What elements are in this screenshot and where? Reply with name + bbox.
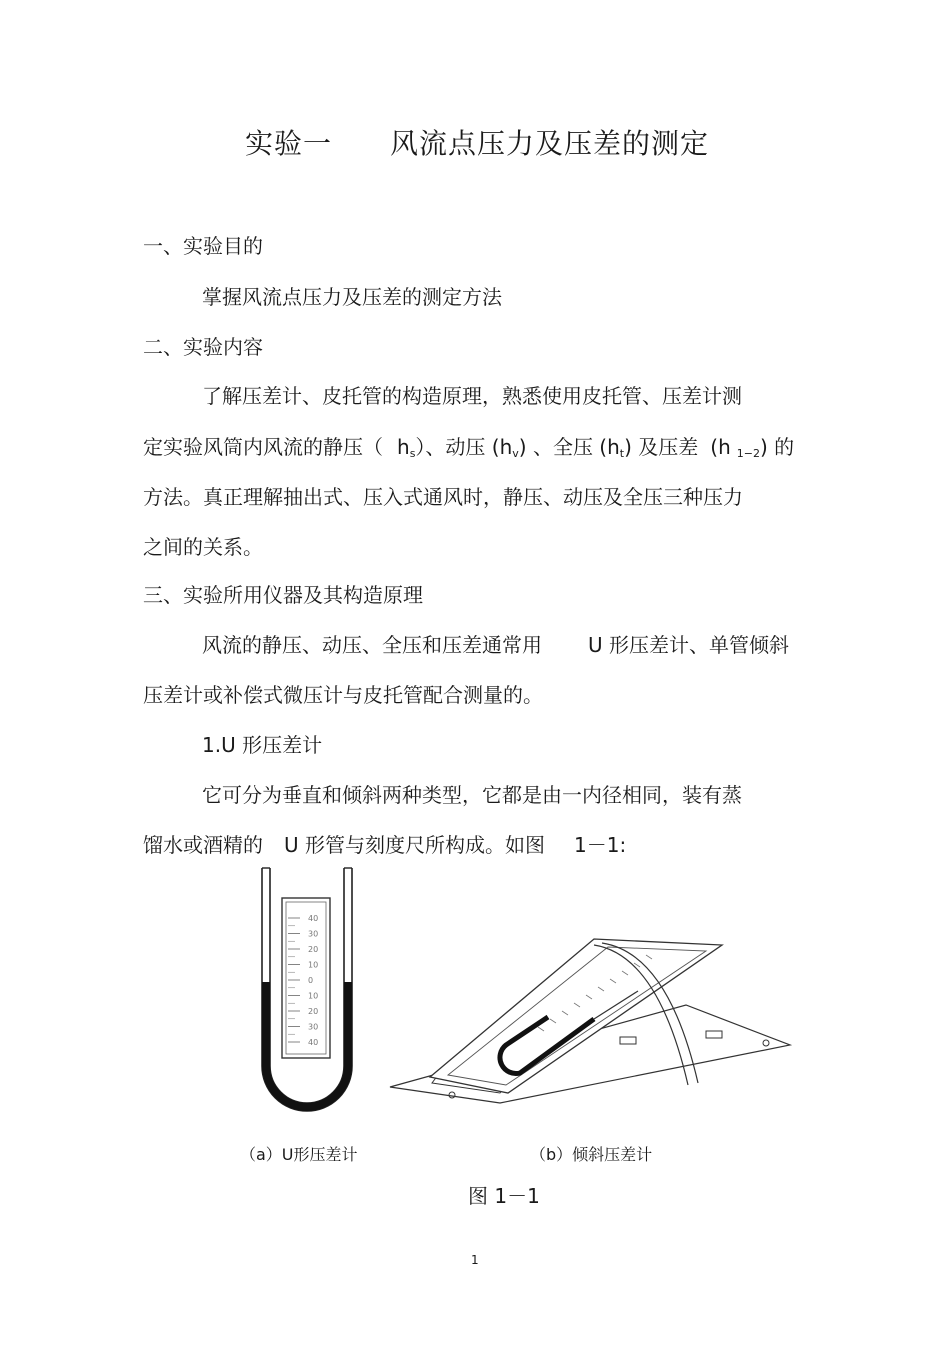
section-1-text: 掌握风流点压力及压差的测定方法 (202, 285, 502, 309)
hs-symbol: h (397, 435, 410, 459)
page-title-part2: 风流点压力及压差的测定 (390, 127, 710, 160)
line2-d: ) 及压差 (624, 435, 699, 459)
figure-caption-a: （a）U形压差计 (240, 1145, 358, 1164)
section-3-line1a: 风流的静压、动压、全压和压差通常用 (202, 633, 542, 657)
scale-tick-label: 20 (308, 1007, 319, 1016)
section-2-line3: 方法。真正理解抽出式、压入式通风时，静压、动压及全压三种压力 (143, 485, 743, 509)
scale-tick-label: 0 (308, 976, 314, 985)
section-2-line2 (143, 431, 794, 460)
scale-tick-label: 10 (308, 960, 319, 970)
hs-subscript: s (409, 447, 416, 460)
scale-tick-label: 40 (308, 914, 319, 923)
figure-caption: 图 1－1 (468, 1184, 540, 1208)
section-3-subheading: 1.U 形压差计 (202, 733, 323, 757)
page-number: 1 (471, 1253, 479, 1267)
scale-tick-label: 30 (308, 929, 319, 939)
inclined-manometer-figure (388, 935, 793, 1110)
line2-f: ) 的 (759, 435, 795, 459)
section-3-heading: 三、实验所用仪器及其构造原理 (143, 583, 423, 607)
section-2-line4: 之间的关系。 (143, 535, 263, 559)
section-2-heading: 二、实验内容 (143, 335, 263, 359)
scale-tick-label: 40 (308, 1038, 319, 1047)
line2-b: ）、动压 (h (415, 435, 513, 459)
page-title-part1: 实验一 (245, 127, 333, 160)
hv-subscript: v (512, 447, 519, 460)
scale-tick-label: 30 (308, 1022, 319, 1032)
line2-a: 定实验风筒内风流的静压（ (143, 435, 383, 459)
scale-tick-label: 20 (308, 945, 319, 954)
section-3-line1b: U 形压差计、单管倾斜 (588, 633, 789, 657)
section-1-heading: 一、实验目的 (143, 234, 263, 258)
section-3-line4c: 1－1: (574, 833, 627, 857)
section-3-line3: 它可分为垂直和倾斜两种类型，它都是由一内径相同，装有蒸 (202, 783, 742, 807)
section-3-line4a: 馏水或酒精的 (143, 833, 263, 857)
line2-c: ) 、全压 (h (518, 435, 620, 459)
ht-subscript: t (619, 447, 625, 460)
u-tube-manometer-figure (250, 866, 365, 1156)
section-2-line1: 了解压差计、皮托管的构造原理，熟悉使用皮托管、压差计测 (202, 384, 742, 408)
h12-subscript: 1−2 (736, 447, 760, 460)
section-3-line4b: U 形管与刻度尺所构成。如图 (284, 833, 545, 857)
section-3-line2: 压差计或补偿式微压计与皮托管配合测量的。 (143, 683, 543, 707)
scale-tick-label: 10 (308, 991, 319, 1001)
line2-e: (h (710, 435, 731, 459)
figure-caption-b: （b）倾斜压差计 (530, 1145, 653, 1164)
